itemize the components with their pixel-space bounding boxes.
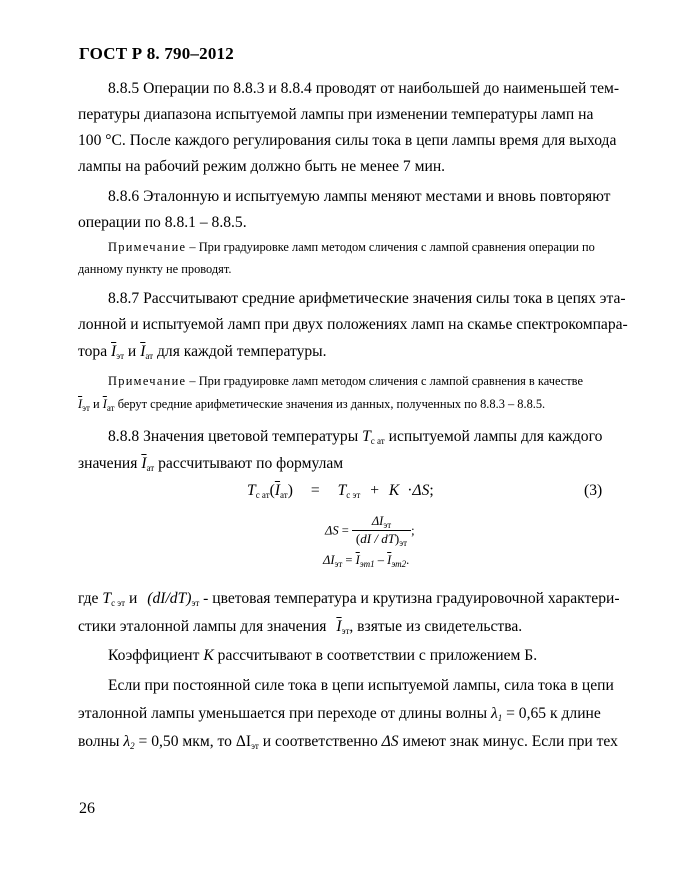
symbol-T: T [337, 482, 347, 499]
text-line: лампы на рабочий режим должно быть не менее 7 мин. [78, 158, 446, 175]
symbol-T: T [247, 482, 256, 499]
formula-number: (3) [584, 482, 603, 499]
text-fragment: для каждой температуры. [153, 343, 327, 360]
subscript: ат [146, 463, 155, 473]
text-fragment: = 0,50 мкм, то [134, 733, 236, 750]
paragraph-last [78, 673, 634, 699]
text-fragment: имеют знак минус. Если при тех [398, 733, 618, 750]
text-fragment: стики эталонной лампы для значения [78, 618, 331, 635]
note-1 [78, 236, 634, 258]
note-1-line2 [78, 258, 634, 280]
note-2 [78, 370, 634, 392]
text-fragment: эталонной лампы уменьшается при переходе от длины волны [78, 705, 491, 722]
note-text: берут средние арифметические значения из данных, полученных по 8.8.3 – 8.8.5. [114, 397, 546, 411]
note-text: – При градуировке ламп методом сличения с лампой сравнения операции по [186, 240, 595, 254]
paragraph-8-8-6 [78, 184, 634, 210]
text-fragment: волны [78, 733, 124, 750]
subscript: с эт [346, 490, 361, 500]
paragraph-last-line3 [78, 729, 634, 759]
text-fragment: значения [78, 455, 142, 472]
subscript: эт [116, 351, 125, 361]
subscript: эт1 [359, 559, 375, 569]
text-line: 8.8.6 Эталонную и испытуемую лампы меняют местами и вновь повторяют [108, 188, 611, 205]
subscript: эт [399, 538, 408, 548]
semicolon: ; [429, 482, 434, 499]
text-line: лонной и испытуемой ламп при двух положениях ламп на скамье спектрокомпара- [78, 316, 628, 333]
subscript: ат [280, 490, 288, 500]
text-fragment: и соответственно [258, 733, 382, 750]
note-2-line2 [78, 393, 634, 419]
paragraph-8-8-8-line2 [78, 451, 634, 481]
paragraph-coefficient [78, 643, 634, 669]
text-fragment: - цветовая температура и крутизна градуировочной характери- [199, 590, 620, 607]
symbol-I-at: $\overline{I}$ [141, 455, 147, 472]
text-line: пературы диапазона испытуемой лампы при изменении температуры ламп на [78, 106, 594, 123]
text-line: 8.8.5 Операции по 8.8.3 и 8.8.4 проводят от наибольшей до наименьшей тем- [108, 80, 620, 97]
text-line: Если при постоянной силе тока в цепи испытуемой лампы, сила тока в цепи [108, 677, 614, 694]
symbol-delta-S: ΔS [412, 482, 430, 499]
text-fragment: и [124, 343, 141, 360]
subscript: эт [383, 520, 392, 530]
equals-sign: = [341, 523, 349, 538]
symbol-I-at: $\overline{I}$ [274, 482, 281, 499]
paragraph-8-8-5-line3 [78, 128, 634, 154]
paragraph-8-8-5-line2 [78, 102, 634, 128]
symbol-delta-S: ΔS [325, 523, 339, 538]
formula-3 [247, 482, 434, 500]
text-line: 100 °С. После каждого регулирования силы тока в цепи лампы время для выхода [78, 132, 617, 149]
symbol-I-et: $\overline{I}$ [336, 618, 342, 635]
note-text: данному пункту не проводят. [78, 262, 232, 276]
fraction [352, 514, 411, 548]
paragraph-8-8-5-line4 [78, 154, 634, 180]
symbol-delta-I: ΔI [371, 514, 384, 528]
note-text: и [89, 397, 103, 411]
paragraph-8-8-8 [78, 424, 634, 454]
subscript: ат [106, 403, 115, 413]
page-number: 26 [79, 800, 95, 817]
dot-sign: · [407, 482, 413, 499]
text-fragment: тора [78, 343, 112, 360]
text-fragment: 8.8.8 Значения цветовой температуры [108, 428, 363, 445]
semicolon: ; [411, 523, 415, 538]
symbol-T: T [362, 428, 371, 445]
text-fragment: и [125, 590, 142, 607]
paragraph-8-8-6-line2 [78, 210, 634, 236]
subscript: эт [334, 559, 343, 569]
formula-delta-s [325, 514, 415, 548]
note-label: Примечание [108, 240, 187, 254]
subscript: с эт [111, 598, 126, 608]
symbol-I-et: $\overline{I}$ [111, 343, 117, 360]
paragraph-8-8-7-line2 [78, 312, 634, 338]
paragraph-8-8-7-line3 [78, 339, 634, 369]
subscript: ат [145, 351, 154, 361]
subscript: эт [341, 626, 350, 636]
symbol-I-at: $\overline{I}$ [140, 343, 146, 360]
denominator-text: dI / dT [360, 531, 395, 546]
text-fragment: = 0,65 к длине [502, 705, 601, 722]
text-fragment: , взятые из свидетельства. [349, 618, 523, 635]
symbol-lambda: λ [123, 733, 131, 750]
paragraph-where [78, 586, 634, 616]
text-fragment: рассчитывают по формулам [154, 455, 344, 472]
symbol-K: K [388, 482, 400, 499]
subscript: эт [251, 741, 259, 751]
subscript: с ат [370, 436, 385, 446]
formula-delta-i [323, 553, 409, 569]
fraction-denominator: $(dI / dT)_{эт}$ [355, 531, 408, 548]
fraction-numerator [352, 514, 411, 531]
document-header: ГОСТ Р 8. 790–2012 [79, 44, 234, 63]
symbol-I-et: $\overline{I}$ [78, 397, 83, 411]
equals-sign: = [310, 482, 320, 499]
note-text: – При градуировке ламп методом сличения с лампой сравнения в качестве [186, 374, 583, 388]
note-label: Примечание [108, 374, 187, 388]
symbol-I-at: $\overline{I}$ [102, 397, 107, 411]
paragraph-last-line2 [78, 701, 634, 731]
paragraph-8-8-7 [78, 286, 634, 312]
subscript: эт2 [391, 559, 407, 569]
paragraph-where-line2 [78, 614, 634, 644]
text-fragment: где [78, 590, 103, 607]
text-fragment: рассчитывают в соответствии с приложением Б. [213, 647, 538, 664]
symbol-delta-I: ΔI [235, 733, 252, 750]
symbol-delta-S: ΔS [381, 733, 399, 750]
minus-sign: – [377, 553, 385, 567]
text-fragment: Коэффициент [108, 647, 204, 664]
symbol-I-et2: $\overline{I}$ [387, 553, 392, 567]
subscript: 2 [130, 741, 135, 751]
subscript: с ат [255, 490, 270, 500]
paren: ( [269, 482, 275, 499]
symbol-T: T [102, 590, 112, 607]
text-fragment: испытуемой лампы для каждого [384, 428, 603, 445]
symbol-I-et1: $\overline{I}$ [355, 553, 360, 567]
paren: ) [287, 482, 293, 499]
symbol-K: K [203, 647, 214, 664]
plus-sign: + [370, 482, 379, 499]
period: . [406, 553, 410, 567]
text-line: операции по 8.8.1 – 8.8.5. [78, 214, 247, 231]
paragraph-8-8-5 [78, 76, 634, 102]
subscript: эт [82, 403, 90, 413]
subscript: эт [191, 598, 200, 608]
symbol-dI-dT: (dI/dT) [147, 590, 192, 607]
symbol-lambda: λ [490, 705, 498, 722]
text-line: 8.8.7 Рассчитывают средние арифметические значения силы тока в цепях эта- [108, 290, 626, 307]
symbol-delta-I: ΔI [323, 553, 335, 567]
equals-sign: = [345, 553, 353, 567]
subscript: 1 [497, 713, 503, 723]
